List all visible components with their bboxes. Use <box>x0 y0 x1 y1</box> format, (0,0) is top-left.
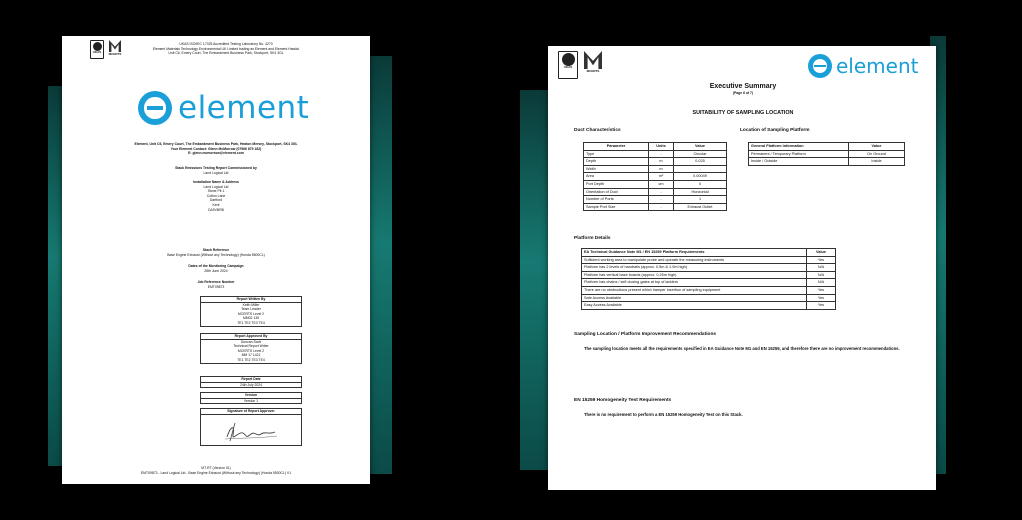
contact-block <box>82 142 350 156</box>
report-cover-page <box>62 36 370 484</box>
writer-line: MCERTS Level 2 <box>237 311 265 316</box>
duct-cell: 0.00049 <box>674 173 727 181</box>
mcerts-m-icon <box>584 51 602 69</box>
monitoring-dates-block <box>82 264 350 273</box>
executive-summary-page <box>548 46 936 490</box>
commissioned-by: Land Logical Ltd <box>203 170 229 175</box>
element-mark-icon <box>138 91 172 125</box>
platform-header-value: Value <box>807 249 836 257</box>
report-written-box <box>200 296 302 327</box>
platform-cell: N/A <box>807 271 836 279</box>
report-written-title: Report Written By <box>201 297 301 303</box>
ukas-label: UKAS <box>563 65 573 69</box>
duct-cell: Number of Ports <box>584 196 649 204</box>
commissioned-title: Stack Emissions Testing Report Commissioned by <box>175 166 257 170</box>
element-wordmark: element <box>836 54 919 78</box>
duct-cell: m² <box>649 173 674 181</box>
installation-title: Installation Name & Address <box>193 180 239 184</box>
platform-cell: Easy Access Available <box>582 302 807 310</box>
footer-line: EMT09873 - Land Logical Ltd - Base Engine Exhaust (Without any Technology) (Honda 5500CL) V1 <box>140 470 292 475</box>
accreditation-logos <box>558 51 604 79</box>
element-mark-icon <box>808 54 832 78</box>
platform-details-table <box>581 248 836 310</box>
element-logo <box>808 54 918 78</box>
summary-title: Executive Summary <box>709 83 777 90</box>
writer-line: TE1 TE2 TE3 TE4 <box>237 320 265 325</box>
duct-cell: cm <box>649 180 674 188</box>
location-header-info: General Platform Information <box>749 143 849 151</box>
platform-cell: Platform has 2 levels of handrails (approx. 0.5m & 1.0m high) <box>582 264 807 272</box>
signature-box <box>200 408 302 446</box>
element-wordmark: element <box>178 90 310 126</box>
mcerts-logo <box>108 40 122 59</box>
duct-table <box>583 142 727 211</box>
footer-form-ref: MT-RT (Version 01) <box>201 466 231 470</box>
summary-page-number: (Page 6 of 7) <box>732 91 754 95</box>
platform-location-title: Location of Sampling Platform <box>740 128 810 133</box>
accreditation-logos <box>90 40 122 59</box>
recommendations-title: Sampling Location / Platform Improvement Recommendations <box>574 332 717 337</box>
approver-line: Duncan Scott <box>240 339 262 344</box>
duct-cell: Port Depth <box>584 180 649 188</box>
duct-cell: - <box>649 196 674 204</box>
approver-line: MCERTS Level 2 <box>237 348 265 353</box>
location-cell: On Ground <box>849 150 905 158</box>
platform-cell: Platform has vertical base boards (approx. 0.25m high) <box>582 271 807 279</box>
duct-cell: 0 <box>674 180 727 188</box>
installation-line: Dartford <box>209 198 223 203</box>
job-reference-value: EMT09873 <box>207 284 225 289</box>
platform-header-requirement: EA Technical Guidance Note M1 / EN 15259 Platform Requirements <box>582 249 807 257</box>
stack-reference-title: Stack Reference <box>202 248 230 252</box>
mcerts-label: MCERTS <box>108 52 122 56</box>
monitoring-dates-value: 28th June 2024 <box>204 268 228 273</box>
writer-line: MM02 135 <box>242 316 260 321</box>
mcerts-m-icon <box>109 40 121 52</box>
report-date-value: 24th July 2024 <box>239 382 263 387</box>
location-cell: Inside <box>849 158 905 166</box>
ukas-logo <box>90 40 104 59</box>
lab-header-line: Unit C6, Emery Court, The Embankment Business Park, Stockport, SK4 3GL <box>168 51 284 56</box>
duct-header-parameter: Parameter <box>584 143 649 151</box>
job-reference-block <box>82 280 350 289</box>
mcerts-label: MCERTS <box>586 69 600 73</box>
section-title: SUITABILITY OF SAMPLING LOCATION <box>692 110 794 116</box>
installation-block <box>82 180 350 212</box>
platform-cell: There are no obstructions present which hamper insertion of sampling equipment <box>582 286 807 294</box>
duct-cell: Depth <box>584 158 649 166</box>
duct-cell: - <box>649 188 674 196</box>
writer-line: Team Leader <box>241 307 261 312</box>
platform-cell: Sufficient working area to manipulate probe and operate the measuring instruments <box>582 256 807 264</box>
writer-line: Keith Miller <box>242 302 260 307</box>
element-logo <box>138 90 309 126</box>
duct-characteristics-title: Duct Characteristics <box>574 128 621 133</box>
report-approved-box <box>200 333 302 364</box>
address-line: Element, Unit C6, Emery Court, The Embankment Business Park, Heaton Mersey, Stockport, SK4 3GL <box>134 142 298 146</box>
installation-line: Cotton Lane <box>206 193 226 198</box>
duct-cell: Width <box>584 165 649 173</box>
duct-cell: Area <box>584 173 649 181</box>
duct-cell: - <box>649 150 674 158</box>
duct-cell: - <box>649 203 674 211</box>
platform-cell: Safe Access Available <box>582 294 807 302</box>
installation-line: Stone Pit 1 <box>207 189 225 194</box>
duct-cell: m <box>649 165 674 173</box>
mcerts-logo <box>582 51 604 79</box>
duct-cell: Sample Port Size <box>584 203 649 211</box>
duct-cell: m <box>649 158 674 166</box>
duct-cell: Circular <box>674 150 727 158</box>
lab-header-line: UKAS ISO/IEC 17025 Accredited Testing Laboratory No. 4270 <box>179 42 273 46</box>
version-value: Version 1 <box>243 398 259 403</box>
platform-cell: Yes <box>807 286 836 294</box>
version-title: Version <box>201 393 301 399</box>
duct-cell: Exhaust Outlet <box>674 203 727 211</box>
commissioned-block <box>82 166 350 175</box>
platform-cell: Yes <box>807 294 836 302</box>
stack-reference-block <box>82 248 350 257</box>
duct-cell: 0.025 <box>674 158 727 166</box>
duct-cell: 1 <box>674 196 727 204</box>
lab-header-line: Element Materials Technology Environmental UK Limited trading as Element and Element Hawick <box>152 46 300 51</box>
summary-heading <box>648 82 838 96</box>
platform-location-table <box>748 142 905 166</box>
duct-cell: - <box>674 165 727 173</box>
page1-footer <box>82 466 350 475</box>
report-approved-title: Report Approved By <box>201 334 301 340</box>
duct-header-units: Units <box>649 143 674 151</box>
platform-cell: Yes <box>807 302 836 310</box>
installation-line: DA9VBRB <box>208 207 224 212</box>
report-date-box <box>200 376 302 388</box>
lab-header <box>122 42 330 56</box>
platform-cell: Platform has chains / self closing gates at top of ladders <box>582 279 807 287</box>
location-cell: Permanent / Temporary Platform <box>749 150 849 158</box>
installation-line: Kent <box>212 202 220 207</box>
platform-cell: Yes <box>807 256 836 264</box>
homogeneity-text: There is no requirement to perform a EN 15259 Homogeneity Test on this Stack. <box>584 412 743 417</box>
platform-cell: N/A <box>807 279 836 287</box>
recommendations-text: The sampling location meets all the requirements specified in EA Guidance Note M1 and EN 15259, and therefore there are no improvement recommendations. <box>584 346 900 351</box>
homogeneity-title: EN 15259 Homogeneity Test Requirements <box>574 398 672 403</box>
ukas-label: UKAS <box>92 50 102 54</box>
contact-line: Your Element Contact: Glenn McMorrow (07966 879 182) <box>170 146 262 151</box>
monitoring-dates-title: Dates of the Monitoring Campaign <box>188 264 244 268</box>
signature-title: Signature of Report Approver <box>201 409 301 415</box>
approver-line: Technical Report Writer <box>233 344 269 349</box>
duct-cell: Horizontal <box>674 188 727 196</box>
version-box <box>200 392 302 404</box>
approver-line: TE1 TE2 TE3 TE4 <box>237 357 265 362</box>
duct-cell: Orientation of Duct <box>584 188 649 196</box>
ukas-logo <box>558 51 578 79</box>
job-reference-title: Job Reference Number <box>197 280 235 284</box>
duct-header-value: Value <box>674 143 727 151</box>
location-header-value: Value <box>849 143 905 151</box>
signature-image <box>221 419 281 445</box>
installation-line: Land Logical Ltd <box>203 184 229 189</box>
approver-line: MM 17 1421 <box>241 353 261 358</box>
report-date-title: Report Date <box>201 377 301 383</box>
platform-cell: N/A <box>807 264 836 272</box>
duct-cell: Type <box>584 150 649 158</box>
platform-details-title: Platform Details <box>574 236 611 241</box>
location-cell: Inside / Outside <box>749 158 849 166</box>
email-line: E: glenn.mcmorrow@element.com <box>188 151 244 156</box>
stack-reference: Base Engine Exhaust (Without any Technology) (Honda 5500CL) <box>167 252 265 257</box>
